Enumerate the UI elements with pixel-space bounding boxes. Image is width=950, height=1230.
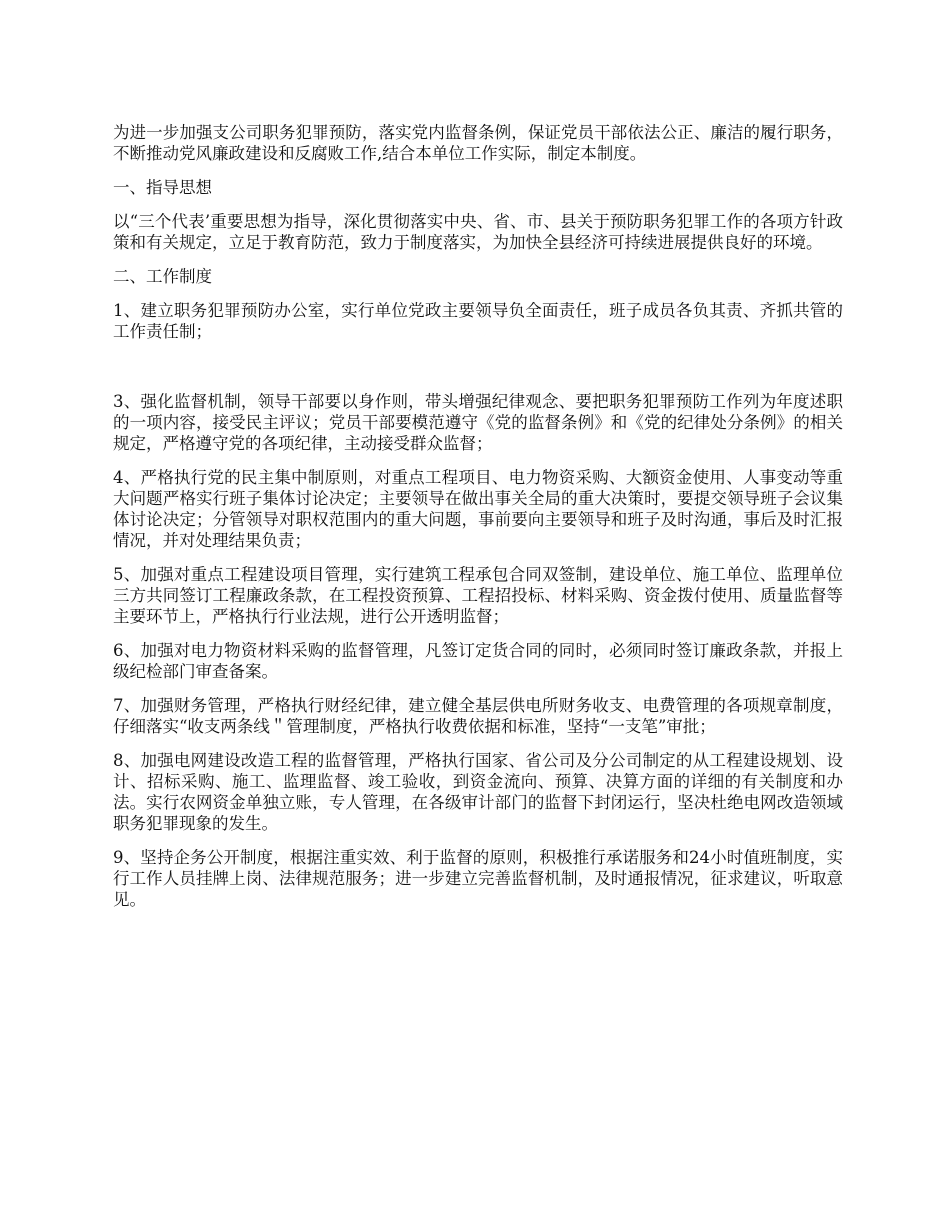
rule-item-7: 7、加强财务管理，严格执行财经纪律，建立健全基层供电所财务收支、电费管理的各项规章制度，仔细落实“收支两条线＂管理制度，严格执行收费依据和标准，坚持“一支笔”审批； xyxy=(113,696,843,736)
document-body xyxy=(113,122,843,923)
rule-item-6: 6、加强对电力物资材料采购的监督管理，凡签订定货合同的同时，必须同时签订廉政条款，并报上级纪检部门审查备案。 xyxy=(113,641,843,681)
intro-paragraph: 为进一步加强支公司职务犯罪预防，落实党内监督条例，保证党员干部依法公正、廉洁的履行职务，不断推动党风廉政建设和反腐败工作,结合本单位工作实际，制定本制度。 xyxy=(113,123,843,163)
rule-item-3: 3、强化监督机制，领导干部要以身作则，带头增强纪律观念、要把职务犯罪预防工作列为年度述职的一项内容，接受民主评议；党员干部要模范遵守《党的监督条例》和《党的纪律处分条例》的相关规定，严格遵守党的各项纪律，主动接受群众监督； xyxy=(113,392,843,453)
guiding-thought-paragraph: 以“三个代表’重要思想为指导，深化贯彻落实中央、省、市、县关于预防职务犯罪工作的各项方针政策和有关规定，立足于教育防范，致力于制度落实，为加快全县经济可持续进展提供良好的环境。 xyxy=(113,212,843,252)
rule-item-9: 9、坚持企务公开制度，根据注重实效、利于监督的原则，积极推行承诺服务和24小时值班制度，实行工作人员挂牌上岗、法律规范服务；进一步建立完善监督机制，及时通报情况，征求建议，听取意见。 xyxy=(113,848,843,909)
rule-item-8: 8、加强电网建设改造工程的监督管理，严格执行国家、省公司及分公司制定的从工程建设规划、设计、招标采购、施工、监理监督、竣工验收，到资金流向、预算、决算方面的详细的有关制度和办法。实行农网资金单独立账，专人管理，在各级审计部门的监督下封闭运行，坚决杜绝电网改造领域职务犯罪现象的发生。 xyxy=(113,751,843,833)
rule-item-1: 1、建立职务犯罪预防办公室，实行单位党政主要领导负全面责任，班子成员各负其责、齐抓共管的工作责任制； xyxy=(113,301,843,341)
rule-item-5: 5、加强对重点工程建设项目管理，实行建筑工程承包合同双签制，建设单位、施工单位、监理单位三方共同签订工程廉政条款，在工程投资预算、工程招投标、材料采购、资金拨付使用、质量监督等主要环节上，严格执行行业法规，进行公开透明监督； xyxy=(113,565,843,626)
section-heading-guiding-thought: 一、指导思想 xyxy=(113,178,212,197)
section-heading-work-rules: 二、工作制度 xyxy=(113,267,212,286)
rule-item-4: 4、严格执行党的民主集中制原则，对重点工程项目、电力物资采购、大额资金使用、人事变动等重大问题严格实行班子集体讨论决定；主要领导在做出事关全局的重大决策时，要提交领导班子会议集体讨论决定；分管领导对职权范围内的重大问题，事前要向主要领导和班子及时沟通，事后及时汇报情况，并对处理结果负责； xyxy=(113,468,843,550)
blank-spacer xyxy=(113,355,843,391)
